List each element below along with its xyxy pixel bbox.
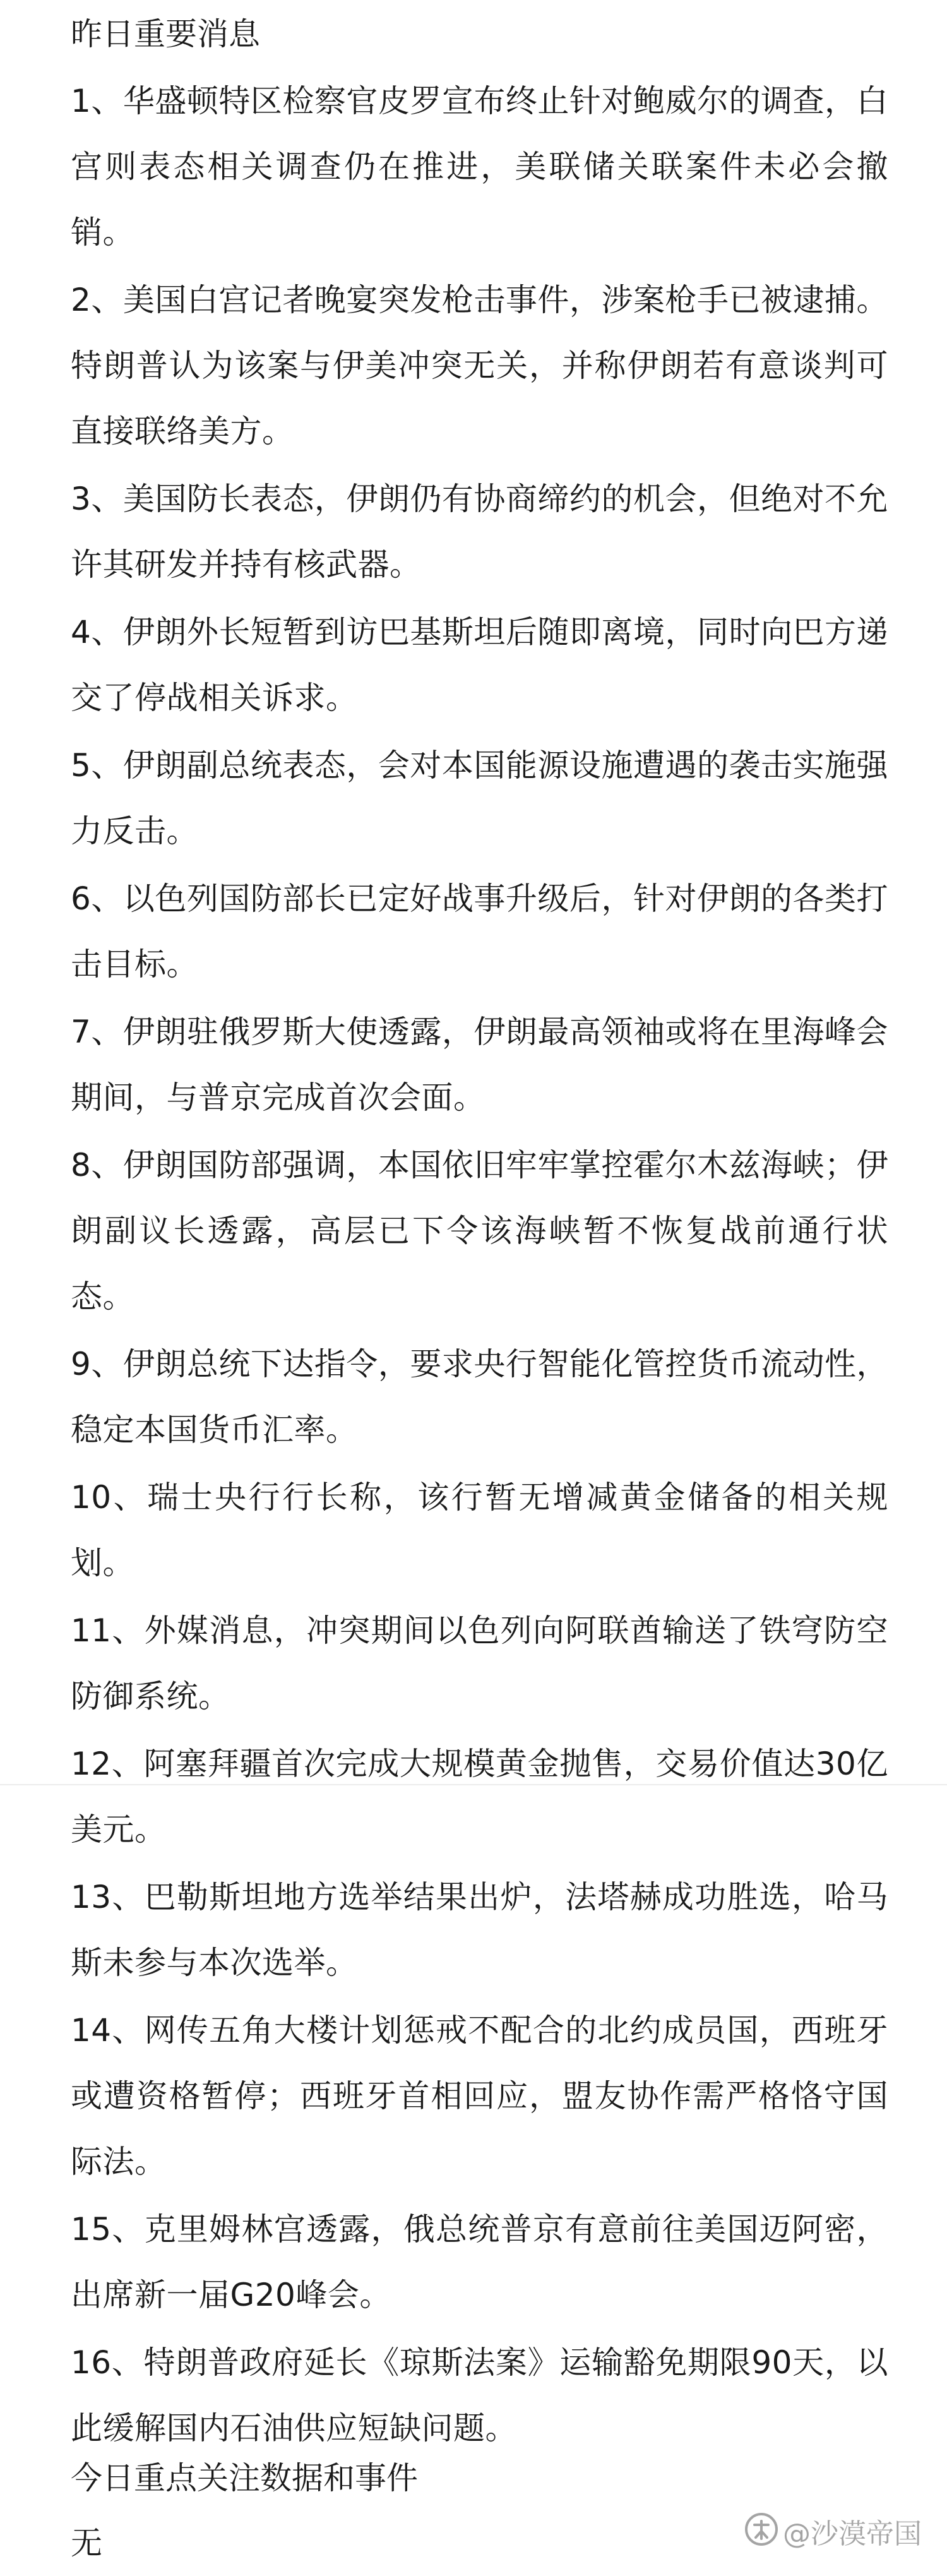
news-item: 1、华盛顿特区检察官皮罗宣布终止针对鲍威尔的调查，白宫则表态相关调查仍在推进，美联储关联案件未必会撤销。: [71, 83, 888, 251]
news-item: 16、特朗普政府延长《琼斯法案》运输豁免期限90天，以此缓解国内石油供应短缺问题。: [71, 2344, 888, 2447]
news-item: 9、伊朗总统下达指令，要求央行智能化管控货币流动性，稳定本国货币汇率。: [71, 1346, 888, 1448]
news-list: [71, 68, 888, 2463]
news-item: 2、美国白宫记者晚宴突发枪击事件，涉案枪手已被逮捕。特朗普认为该案与伊美冲突无关，并称伊朗若有意谈判可直接联络美方。: [71, 282, 888, 450]
news-item: 13、巴勒斯坦地方选举结果出炉，法塔赫成功胜选，哈马斯未参与本次选举。: [71, 1879, 888, 1981]
zhihu-logo-icon: [744, 2512, 783, 2557]
news-item: 7、伊朗驻俄罗斯大使透露，伊朗最高领袖或将在里海峰会期间，与普京完成首次会面。: [71, 1014, 888, 1116]
news-item: 12、阿塞拜疆首次完成大规模黄金抛售，交易价值达30亿美元。: [71, 1746, 888, 1848]
news-item: 5、伊朗副总统表态，会对本国能源设施遭遇的袭击实施强力反击。: [71, 747, 888, 849]
watermark: [744, 2512, 922, 2557]
focus-content: 无: [71, 2525, 102, 2561]
watermark-text: @沙漠帝国: [783, 2518, 922, 2550]
news-item: 15、克里姆林宫透露，俄总统普京有意前往美国迈阿密，出席新一届G20峰会。: [71, 2211, 888, 2313]
news-item: 10、瑞士央行行长称，该行暂无增减黄金储备的相关规划。: [71, 1479, 888, 1581]
news-item: 14、网传五角大楼计划惩戒不配合的北约成员国，西班牙或遭资格暂停；西班牙首相回应，盟友协作需严格恪守国际法。: [71, 2012, 888, 2180]
section-divider: [0, 1784, 947, 1785]
focus-heading: 今日重点关注数据和事件: [71, 2460, 418, 2496]
news-item: 11、外媒消息，冲突期间以色列向阿联酋输送了铁穹防空防御系统。: [71, 1612, 888, 1715]
yesterday-news-heading: 昨日重要消息: [71, 16, 260, 52]
news-item: 4、伊朗外长短暂到访巴基斯坦后随即离境，同时向巴方递交了停战相关诉求。: [71, 614, 888, 716]
news-item: 3、美国防长表态，伊朗仍有协商缔约的机会，但绝对不允许其研发并持有核武器。: [71, 481, 888, 583]
news-item: 8、伊朗国防部强调，本国依旧牢牢掌控霍尔木兹海峡；伊朗副议长透露，高层已下令该海峡暂不恢复战前通行状态。: [71, 1147, 888, 1315]
news-item: 6、以色列国防部长已定好战事升级后，针对伊朗的各类打击目标。: [71, 880, 888, 983]
